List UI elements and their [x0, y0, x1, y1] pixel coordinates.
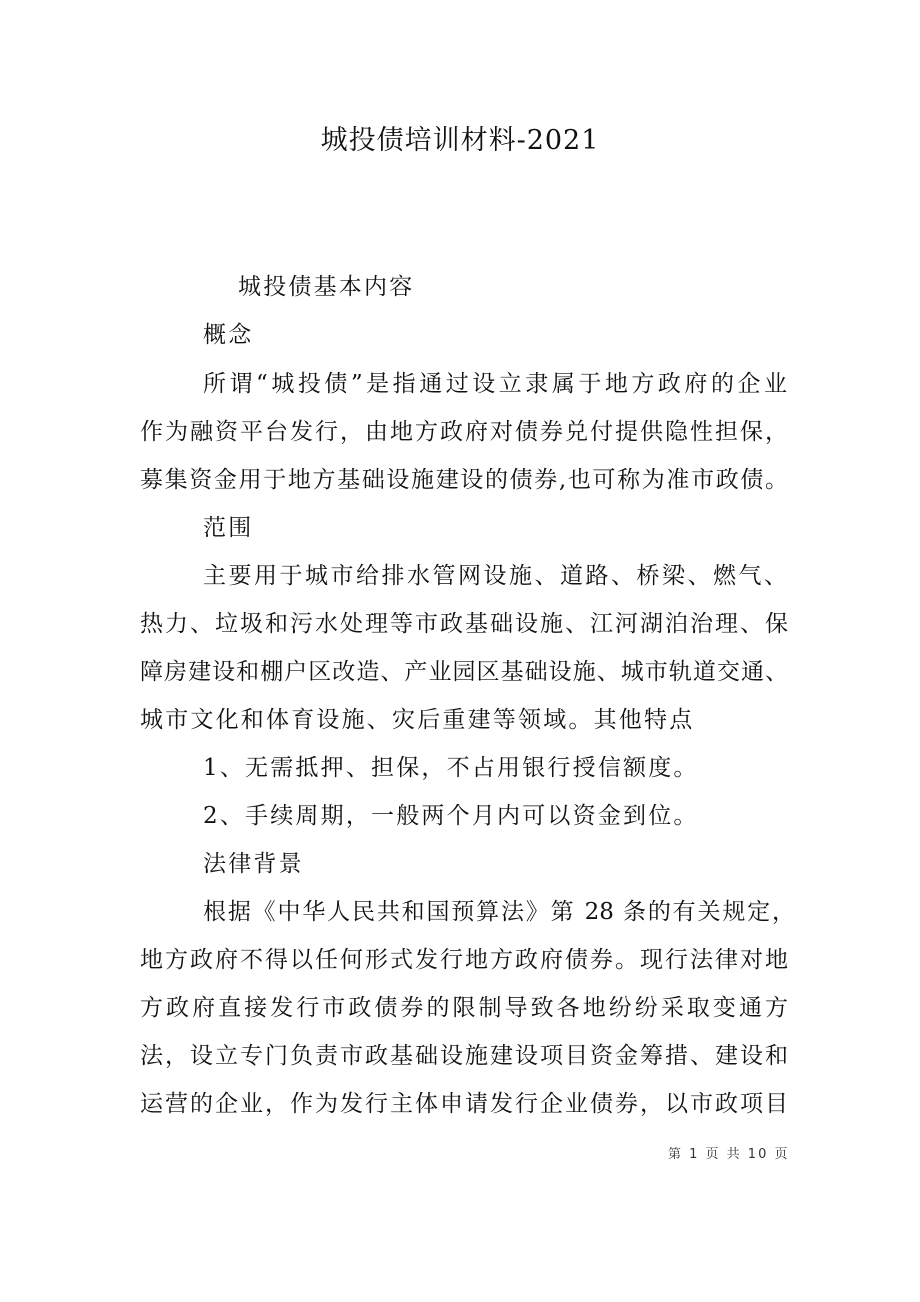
paragraph-line: 地方政府不得以任何形式发行地方政府债券。现行法律对地: [140, 947, 788, 973]
paragraph-line: 障房建设和棚户区改造、产业园区基础设施、城市轨道交通、: [140, 659, 788, 685]
paragraph-line: 募集资金用于地方基础设施建设的债券,也可称为准市政债。: [140, 467, 788, 493]
page-number: 第 1 页 共 10 页: [668, 1147, 790, 1162]
subheading-concept: 概念: [203, 322, 254, 348]
paragraph-line: 城市文化和体育设施、灾后重建等领域。其他特点: [140, 707, 695, 733]
paragraph-line: 运营的企业，作为发行主体申请发行企业债券，以市政项目: [140, 1091, 788, 1117]
subheading-legal: 法律背景: [203, 851, 304, 877]
document-title: 城投债培训材料-2021: [320, 125, 600, 156]
subheading-scope: 范围: [203, 515, 254, 541]
paragraph-line: 法，设立专门负责市政基础设施建设项目资金筹措、建设和: [140, 1043, 788, 1069]
paragraph-line: 作为融资平台发行，由地方政府对债券兑付提供隐性担保，: [140, 419, 788, 445]
paragraph-line: 所谓“城投债”是指通过设立隶属于地方政府的企业: [203, 371, 787, 397]
paragraph-line: 方政府直接发行市政债券的限制导致各地纷纷采取变通方: [140, 995, 788, 1021]
list-item: 1、无需抵押、担保，不占用银行授信额度。: [203, 755, 699, 781]
list-item: 2、手续周期，一般两个月内可以资金到位。: [203, 803, 699, 829]
paragraph-line: 热力、垃圾和污水处理等市政基础设施、江河湖泊治理、保: [140, 611, 788, 637]
section-heading: 城投债基本内容: [238, 274, 415, 300]
paragraph-line: 主要用于城市给排水管网设施、道路、桥梁、燃气、: [203, 563, 787, 589]
paragraph-line: 根据《中华人民共和国预算法》第 28 条的有关规定，: [203, 899, 795, 925]
